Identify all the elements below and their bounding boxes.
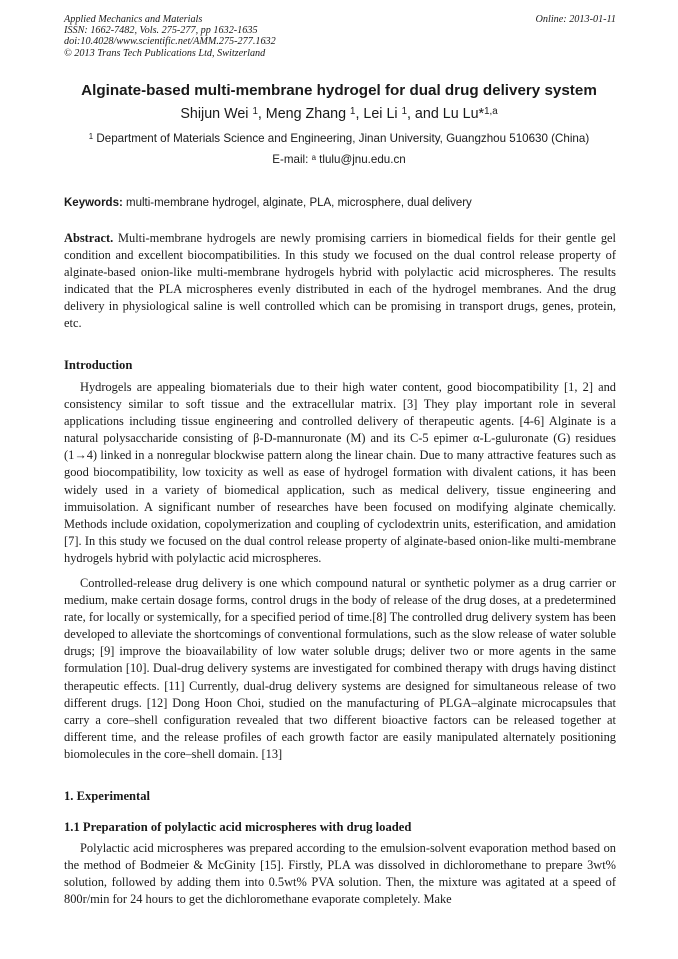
online-date: Online: 2013-01-11 [535, 14, 616, 25]
author-list [0, 105, 678, 123]
author-name: , and Lu Lu* [406, 106, 485, 122]
keywords-text: multi-membrane hydrogel, alginate, PLA, microsphere, dual delivery [122, 197, 472, 209]
keywords [64, 196, 616, 211]
doi-line: doi:10.4028/www.scientific.net/AMM.275-277.1632 [64, 36, 276, 48]
abstract-label: Abstract. [64, 231, 114, 245]
affiliation-marker: 1 [401, 106, 407, 117]
paragraph: Hydrogels are appealing biomaterials due to their high water content, good biocompatibility [1, 2] and consistency similar to soft tissue and the extracellular matrix. [3] They play important role in several applications including tissue engineering and controlled delivery of therapeutic agents. [4-6] Alginate is a natural polysaccharide consisting of β-D-mannuronate (M) and its C-5 epimer α-L-guluronate (G) residues (1→4) linked in a nonregular blockwise pattern along the linear chain. Due to many attractive features such as good biocompatibility, low toxicity as well as ease of hydrogel formation with divalent cations, it has been widely used in a variety of biomedical application, such as medical delivery, tissue engineering and immuisolation. A significant number of researches have been focused on modifying alginate chemically. Methods include oxidation, copolymerization and coupling of cyclodextrin units, esterification, and amidation [7]. In this study we focused on the dual control release property of alginate-based onion-like multi-membrane hydrogels hybrid with polylactic acid microspheres. [64, 380, 616, 565]
affiliation-marker: 1 [88, 132, 94, 141]
paragraph: Controlled-release drug delivery is one which compound natural or synthetic polymer as a drug carrier or medium, make certain dosage forms, control drugs in the body of release of the drug doses, at a predetermined rate, for locally or systemically, for a specified period of time.[8] The controlled drug delivery system has been developed to alleviate the shortcomings of conventional formulations, such as the slow release of water soluble drugs; [9] improve the bioavailability of low water soluble drugs; deliver two or more agents in the same formulation [10]. Dual-drug delivery systems are investigated for combined therapy with drugs having distinct therapeutic effects. [11] Currently, dual-drug delivery systems are designed for simultaneous release of two different drugs. [12] Dong Hoon Choi, studied on the manufacturing of PLGA–alginate microcapsules that carry a core–shell configuration revealed that two different bioactive factors can be released together at different time, and the release profiles of each growth factor are easily manipulated alternately positioning biomolecules in the core–shell domain. [13] [64, 576, 616, 761]
section-heading-experimental: 1. Experimental [64, 789, 151, 803]
paper-title: Alginate-based multi-membrane hydrogel for dual drug delivery system [81, 82, 597, 99]
author-name: , Lei Li [355, 106, 402, 122]
affiliation-marker: 1,a [484, 106, 498, 117]
issn-line: ISSN: 1662-7482, Vols. 275-277, pp 1632-1635 [64, 25, 258, 37]
section-heading-introduction: Introduction [64, 358, 133, 372]
subsection-heading: 1.1 Preparation of polylactic acid microspheres with drug loaded [64, 820, 412, 834]
keywords-label: Keywords: [64, 197, 123, 209]
contact-email [0, 152, 678, 167]
journal-header [64, 14, 616, 59]
affiliation [0, 131, 678, 146]
author-name: , Meng Zhang [257, 106, 351, 122]
journal-name: Applied Mechanics and Materials [64, 14, 203, 25]
paragraph: Polylactic acid microspheres was prepared according to the emulsion-solvent evaporation method based on the method of Bodmeier & McGinity [15]. Firstly, PLA was dissolved in dichloromethane to prepare 3wt% solution, followed by adding them into 0.5wt% PVA solution. Then, the mixture was agitated at a speed of 800r/min for 24 hours to get the dichloromethane evaporate completely. Make [64, 841, 616, 907]
author-name: Shijun Wei [180, 106, 253, 122]
email-address[interactable]: tlulu@jnu.edu.cn [315, 153, 406, 166]
affiliation-marker: 1 [350, 106, 356, 117]
affiliation-text: Department of Materials Science and Engineering, Jinan University, Guangzhou 510630 (China) [93, 132, 590, 145]
abstract-text: Multi-membrane hydrogels are newly promising carriers in biomedical fields for their gentle gel condition and excellent biocompatibilities. In this study we focused on the dual control release property of alginate-based onion-like multi-membrane hydrogels hybrid with polylactic acid microspheres. The results indicated that the PLA microspheres evenly distributed in each of the hydrogel membranes. And the drug delivery in physiological saline is well controlled which can be promising in transport drugs, genes, protein, etc. [64, 231, 616, 331]
abstract [64, 230, 616, 333]
affiliation-marker: 1 [252, 106, 258, 117]
email-marker: a [311, 153, 316, 162]
copyright-line: © 2013 Trans Tech Publications Ltd, Switzerland [64, 47, 266, 59]
email-label: E-mail: [272, 153, 312, 166]
